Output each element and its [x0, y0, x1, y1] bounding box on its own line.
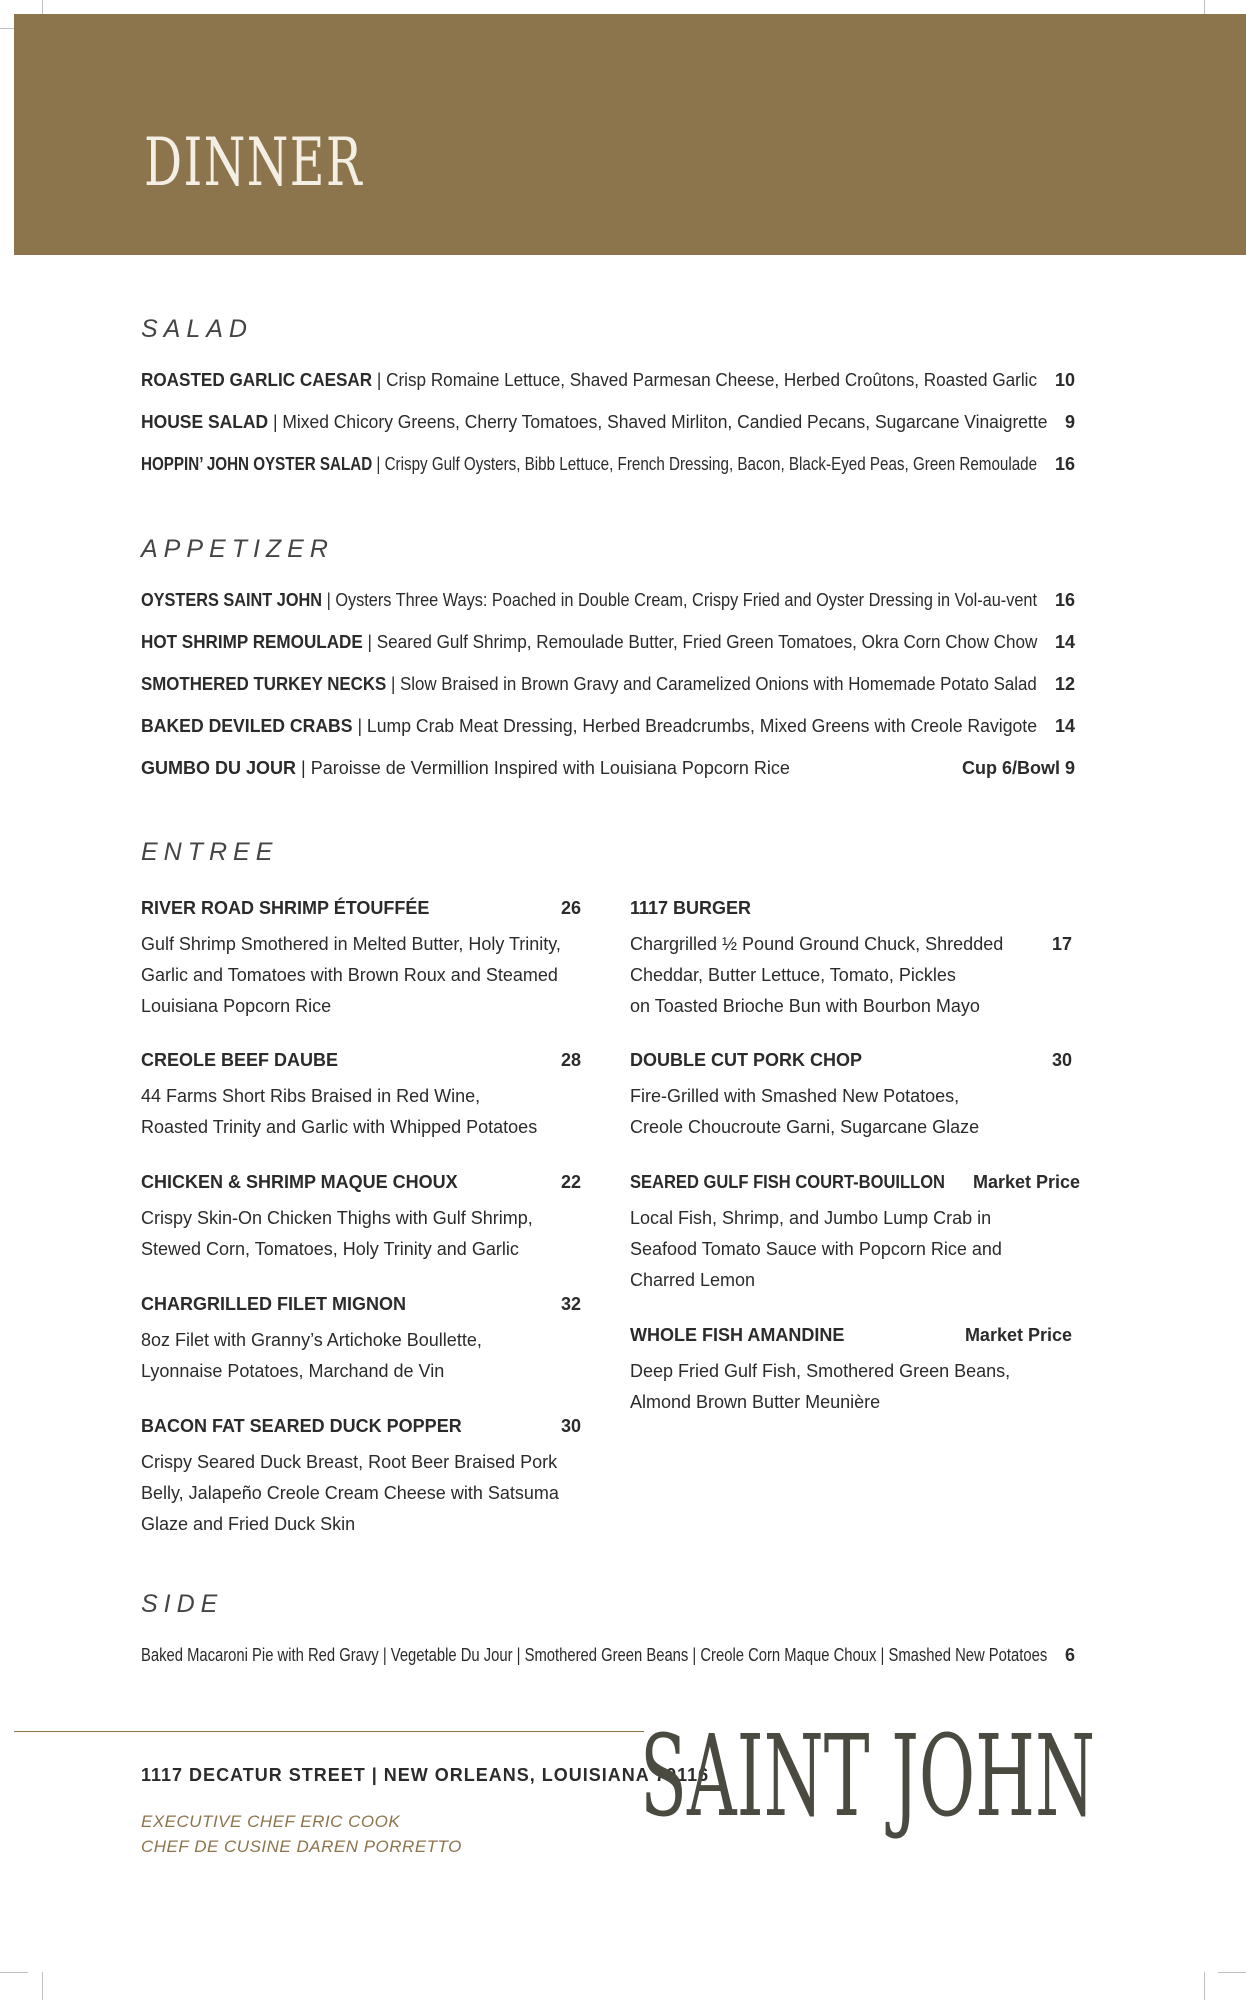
section-title-appetizer: APPETIZER	[141, 535, 334, 563]
entree-description-line	[630, 929, 1072, 960]
entree-description-line	[630, 1234, 1072, 1265]
menu-item-price: 14	[1054, 632, 1075, 652]
entree-header	[141, 1416, 581, 1447]
menu-item-description: | Slow Braised in Brown Gravy and Caramelized Onions with Homemade Potato Salad	[386, 674, 1037, 694]
menu-item-line	[141, 674, 1037, 695]
menu-item-name: OYSTERS SAINT JOHN	[141, 590, 323, 610]
entree-price: 26	[560, 898, 581, 918]
entree-description-line	[630, 991, 1072, 1022]
menu-item-description: | Mixed Chicory Greens, Cherry Tomatoes, Shaved Mirliton, Candied Pecans, Sugarcane Vinaigrette	[268, 412, 1048, 432]
entree-description-line	[141, 991, 581, 1022]
menu-item-text	[141, 370, 1037, 391]
chef-de-cuisine: CHEF DE CUSINE DAREN PORRETTO	[141, 1837, 462, 1856]
entree-description-text: Chargrilled ½ Pound Ground Chuck, Shredded	[630, 934, 1004, 954]
entree-header	[141, 898, 581, 929]
menu-item-price: 16	[1054, 454, 1075, 474]
footer-divider	[14, 1731, 644, 1732]
crop-mark	[1218, 1972, 1246, 1973]
entree-description-text: Garlic and Tomatoes with Brown Roux and Steamed	[141, 965, 558, 985]
menu-item-name: HOPPIN’ JOHN OYSTER SALAD	[141, 454, 373, 474]
entree-item	[141, 898, 581, 1022]
entree-name: SEARED GULF FISH COURT-BOUILLON	[630, 1172, 945, 1192]
logo-text: SAINT JOHN	[640, 1715, 1095, 1842]
section-title-side: SIDE	[141, 1590, 224, 1618]
entree-price: 30	[1051, 1050, 1072, 1070]
address: 1117 DECATUR STREET | NEW ORLEANS, LOUISIANA 70116	[141, 1765, 710, 1785]
menu-item	[141, 412, 1075, 438]
menu-item-price: 10	[1054, 370, 1075, 390]
entree-item	[630, 1050, 1072, 1143]
entree-description-text: Belly, Jalapeño Creole Cream Cheese with Satsuma	[141, 1483, 559, 1503]
menu-item-text	[141, 716, 1037, 737]
crop-mark	[1204, 1972, 1205, 2000]
entree-description-text: Creole Choucroute Garni, Sugarcane Glaze	[630, 1117, 980, 1137]
menu-item-text	[141, 632, 1037, 653]
entree-description-text: on Toasted Brioche Bun with Bourbon Mayo	[630, 996, 980, 1016]
menu-item-price: 9	[1064, 412, 1075, 432]
entree-description-line	[141, 929, 581, 960]
entree-description-line	[630, 1265, 1072, 1296]
side-row	[141, 1645, 1075, 1671]
menu-item-name: ROASTED GARLIC CAESAR	[141, 370, 373, 390]
entree-description-line	[630, 1203, 1072, 1234]
entree-description-text: 8oz Filet with Granny’s Artichoke Boullette,	[141, 1330, 482, 1350]
entree-item	[141, 1294, 581, 1387]
menu-item-description: | Crisp Romaine Lettuce, Shaved Parmesan Cheese, Herbed Croûtons, Roasted Garlic	[372, 370, 1038, 390]
menu-item-text	[141, 590, 1037, 611]
menu-item-text	[141, 674, 1037, 695]
entree-description-line	[630, 1112, 1072, 1143]
section-title-salad: SALAD	[141, 315, 253, 343]
entree-description-line	[141, 1234, 581, 1265]
menu-item-line	[141, 412, 1047, 433]
entree-name: DOUBLE CUT PORK CHOP	[630, 1050, 863, 1070]
entree-description-line	[141, 1478, 581, 1509]
menu-item-name: SMOTHERED TURKEY NECKS	[141, 674, 387, 694]
entree-description-line	[630, 1356, 1072, 1387]
entree-header	[141, 1172, 581, 1203]
entree-description-text: Glaze and Fried Duck Skin	[141, 1514, 356, 1534]
entree-description-line	[141, 1509, 581, 1540]
side-text: Baked Macaroni Pie with Red Gravy | Vegetable Du Jour | Smothered Green Beans | Creole Corn Maque Choux | Smashed New Potatoes	[141, 1645, 1048, 1665]
menu-item-description: | Crispy Gulf Oysters, Bibb Lettuce, French Dressing, Bacon, Black-Eyed Peas, Green Remoulade	[372, 454, 1038, 474]
menu-item-text	[141, 758, 944, 779]
entree-description-line	[141, 1112, 581, 1143]
entree-description-text: Gulf Shrimp Smothered in Melted Butter, Holy Trinity,	[141, 934, 561, 954]
header-banner	[14, 14, 1246, 255]
entree-description-text: Cheddar, Butter Lettuce, Tomato, Pickles	[630, 965, 956, 985]
entree-price: Market Price	[973, 1172, 1081, 1192]
page-title: DINNER	[144, 124, 364, 201]
section-title-entree: ENTREE	[141, 838, 279, 866]
entree-description-text: Crispy Skin-On Chicken Thighs with Gulf Shrimp,	[141, 1208, 533, 1228]
menu-item	[141, 590, 1075, 616]
entree-price: 28	[560, 1050, 581, 1070]
crop-mark	[42, 1972, 43, 2000]
menu-item-line	[141, 590, 1037, 611]
entree-item	[141, 1416, 581, 1540]
menu-item-description: | Paroisse de Vermillion Inspired with Louisiana Popcorn Rice	[296, 758, 790, 778]
menu-item-description: | Lump Crab Meat Dressing, Herbed Breadcrumbs, Mixed Greens with Creole Ravigote	[352, 716, 1037, 736]
entree-description-line	[141, 960, 581, 991]
entree-description-text: Stewed Corn, Tomatoes, Holy Trinity and Garlic	[141, 1239, 519, 1259]
entree-description-text: Charred Lemon	[630, 1270, 756, 1290]
entree-name: 1117 BURGER	[630, 898, 752, 918]
menu-item-name: GUMBO DU JOUR	[141, 758, 297, 778]
menu-item-text	[141, 454, 1037, 475]
entree-header	[630, 1172, 1081, 1203]
entree-description-text: Seafood Tomato Sauce with Popcorn Rice and	[630, 1239, 1002, 1259]
entree-name: CHARGRILLED FILET MIGNON	[141, 1294, 406, 1314]
entree-name: WHOLE FISH AMANDINE	[630, 1325, 845, 1345]
menu-item-line	[141, 370, 1037, 391]
menu-item-price: 12	[1054, 674, 1075, 694]
entree-description-text: Local Fish, Shrimp, and Jumbo Lump Crab in	[630, 1208, 992, 1228]
menu-item-name: HOT SHRIMP REMOULADE	[141, 632, 363, 652]
entree-description-text: Deep Fried Gulf Fish, Smothered Green Beans,	[630, 1361, 1011, 1381]
menu-item	[141, 716, 1075, 742]
entree-description-text: 44 Farms Short Ribs Braised in Red Wine,	[141, 1086, 481, 1106]
menu-item-price: 14	[1054, 716, 1075, 736]
entree-price: 30	[560, 1416, 581, 1436]
menu-item-description: | Oysters Three Ways: Poached in Double Cream, Crispy Fried and Oyster Dressing in Vol-au-vent	[322, 590, 1038, 610]
menu-item-line	[141, 454, 1037, 475]
menu-item-line	[141, 716, 1037, 737]
menu-item-line	[141, 632, 1037, 653]
menu-item-line	[141, 758, 790, 779]
side-price: 6	[1064, 1645, 1075, 1665]
entree-description-line	[141, 1203, 581, 1234]
menu-item-name: HOUSE SALAD	[141, 412, 269, 432]
entree-header	[630, 898, 1072, 929]
entree-description-line	[630, 1081, 1072, 1112]
entree-description-line	[141, 1447, 581, 1478]
entree-description-line	[630, 960, 1072, 991]
entree-item	[630, 1325, 1072, 1418]
executive-chef: EXECUTIVE CHEF ERIC COOK	[141, 1812, 401, 1831]
entree-name: CREOLE BEEF DAUBE	[141, 1050, 339, 1070]
entree-price: 32	[560, 1294, 581, 1314]
menu-item-price: Cup 6/Bowl 9	[961, 758, 1075, 778]
entree-header	[630, 1325, 1072, 1356]
menu-item	[141, 758, 1075, 784]
entree-item	[630, 898, 1072, 1022]
entree-price: 22	[560, 1172, 581, 1192]
entree-name: RIVER ROAD SHRIMP ÉTOUFFÉE	[141, 898, 430, 918]
entree-description-line	[141, 1081, 581, 1112]
entree-header	[141, 1294, 581, 1325]
entree-header	[141, 1050, 581, 1081]
entree-price: 17	[1051, 934, 1072, 954]
menu-item-description: | Seared Gulf Shrimp, Remoulade Butter, Fried Green Tomatoes, Okra Corn Chow Chow	[362, 632, 1038, 652]
entree-description-text: Louisiana Popcorn Rice	[141, 996, 332, 1016]
menu-item-price: 16	[1054, 590, 1075, 610]
menu-item	[141, 632, 1075, 658]
entree-item	[141, 1172, 581, 1265]
entree-item	[141, 1050, 581, 1143]
entree-description-line	[141, 1356, 581, 1387]
entree-name: CHICKEN & SHRIMP MAQUE CHOUX	[141, 1172, 458, 1192]
crop-mark	[0, 1972, 28, 1973]
menu-item	[141, 370, 1075, 396]
entree-description-text: Fire-Grilled with Smashed New Potatoes,	[630, 1086, 960, 1106]
saint-john-logo	[640, 1715, 1100, 1845]
menu-item	[141, 674, 1075, 700]
entree-description-line	[630, 1387, 1072, 1418]
entree-header	[630, 1050, 1072, 1081]
menu-item-text	[141, 412, 1047, 433]
entree-description-text: Lyonnaise Potatoes, Marchand de Vin	[141, 1361, 445, 1381]
entree-description-text: Crispy Seared Duck Breast, Root Beer Braised Pork	[141, 1452, 558, 1472]
entree-description-line	[141, 1325, 581, 1356]
menu-item	[141, 454, 1075, 480]
menu-item-name: BAKED DEVILED CRABS	[141, 716, 353, 736]
entree-description-text: Almond Brown Butter Meunière	[630, 1392, 881, 1412]
entree-price: Market Price	[964, 1325, 1072, 1345]
entree-item	[630, 1172, 1081, 1296]
entree-description-text: Roasted Trinity and Garlic with Whipped Potatoes	[141, 1117, 538, 1137]
entree-name: BACON FAT SEARED DUCK POPPER	[141, 1416, 462, 1436]
